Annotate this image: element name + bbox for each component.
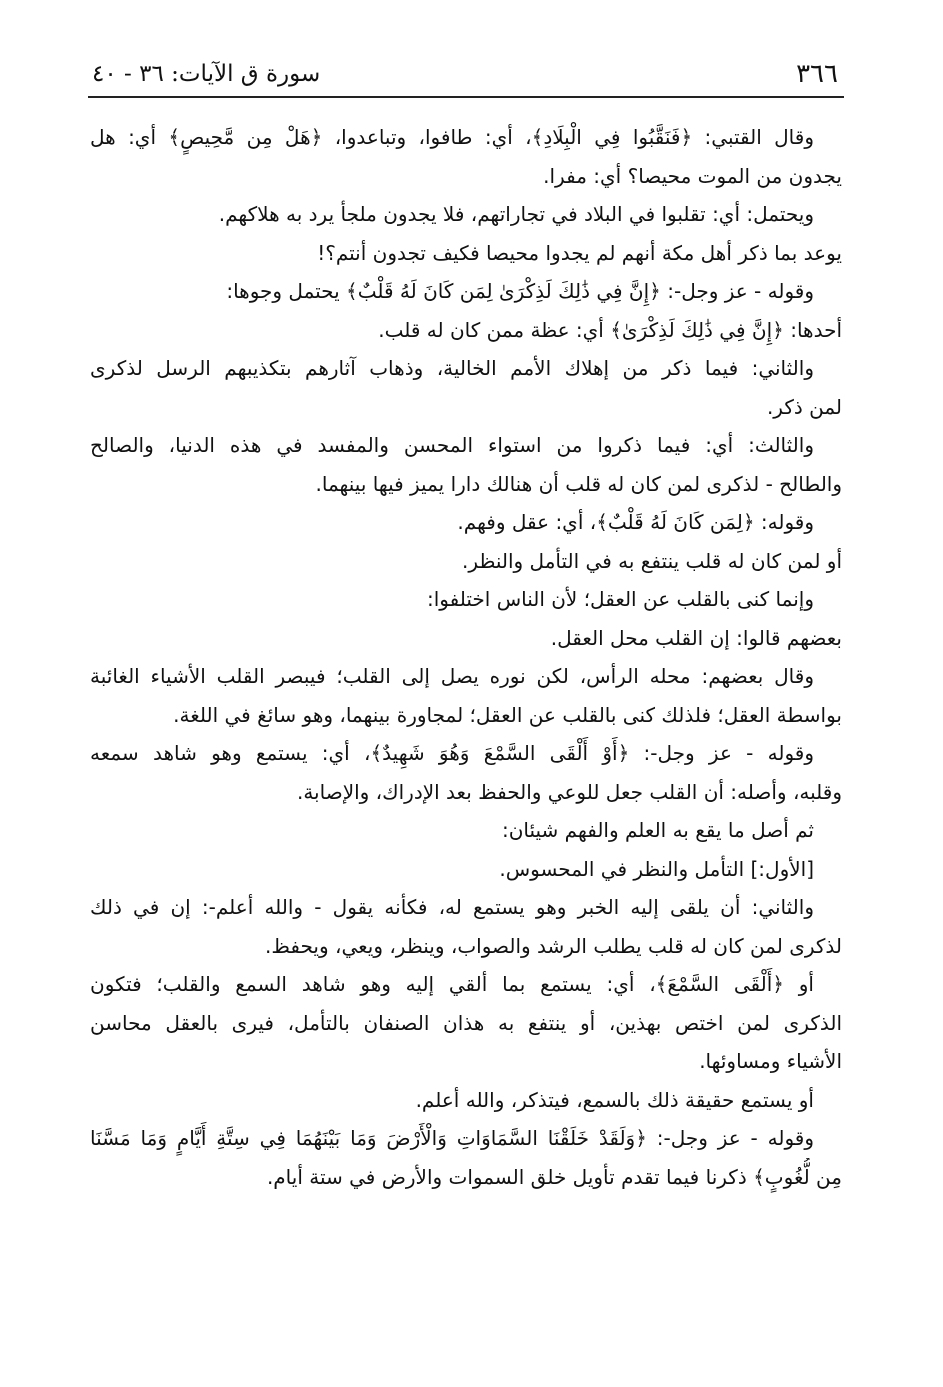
- text-line: بواسطة العقل؛ فلذلك كنى بالقلب عن العقل؛ لمجاورة بينهما، وهو سائغ في اللغة.: [173, 702, 842, 727]
- text-line: لمن ذكر.: [766, 394, 842, 419]
- text-line: أو ﴿أَلْقَى السَّمْعَ﴾، أي: يستمع بما ألقي إليه وهو شاهد السمع والقلب؛ فتكون: [90, 972, 814, 996]
- text-line: وقلبه، وأصله: أن القلب جعل للوعي والحفظ بعد الإدراك، والإصابة.: [296, 779, 842, 804]
- text-line: ويحتمل: أي: تقلبوا في البلاد في تجاراتهم، فلا يجدون ملجأ يرد به هلاكهم.: [218, 202, 814, 226]
- text-line: وإنما كنى بالقلب عن العقل؛ لأن الناس اختلفوا:: [427, 587, 814, 611]
- text-line: يجدون من الموت محيصا؟ أي: مفرا.: [543, 163, 842, 188]
- page-header: [88, 52, 844, 98]
- text-line: بعضهم قالوا: إن القلب محل العقل.: [550, 625, 842, 650]
- text-line: يوعد بما ذكر أهل مكة أنهم لم يجدوا محيصا فكيف تجدون أنتم؟!: [317, 240, 842, 265]
- text-line: أو يستمع حقيقة ذلك بالسمع، فيتذكر، والله أعلم.: [415, 1087, 814, 1112]
- text-line: ثم أصل ما يقع به العلم والفهم شيئان:: [501, 818, 814, 842]
- running-title: سورة ق الآيات: ٣٦ - ٤٠: [92, 61, 321, 87]
- page-number: ٣٦٦: [796, 59, 838, 89]
- text-line: [الأول:] التأمل والنظر في المحسوس.: [499, 856, 814, 881]
- text-line: وقوله - عز وجل-: ﴿وَلَقَدْ خَلَقْنَا السَّمَاوَاتِ وَالْأَرْضَ وَمَا بَيْنَهُمَا فِي سِتَّةِ أَيَّامٍ وَمَا مَسَّنَا: [90, 1126, 814, 1150]
- text-line: والطالح - لذكرى لمن كان له قلب أن هنالك دارا يميز فيها بينهما.: [315, 471, 842, 496]
- body-text: [90, 118, 842, 1196]
- text-line: وقوله: ﴿لِمَن كَانَ لَهُ قَلْبٌ﴾، أي: عقل وفهم.: [457, 510, 814, 534]
- text-line: لذكرى لمن كان له قلب يطلب الرشد والصواب، وينظر، ويعي، ويحفظ.: [265, 933, 842, 958]
- text-line: الأشياء ومساوئها.: [699, 1049, 842, 1073]
- text-line: الذكرى لمن اختص بهذين، أو ينتفع به هذان الصنفان بالتأمل، فيرى بالعقل محاسن: [90, 1010, 842, 1035]
- text-line: والثالث: أي: فيما ذكروا من استواء المحسن والمفسد في هذه الدنيا، والصالح: [90, 433, 814, 457]
- text-line: والثاني: أن يلقى إليه الخبر وهو يستمع له، فكأنه يقول - والله أعلم-: إن في ذلك: [90, 895, 814, 919]
- text-line: أحدها: ﴿إِنَّ فِي ذَٰلِكَ لَذِكْرَىٰ﴾ أي: عظة ممن كان له قلب.: [378, 317, 842, 342]
- text-line: وقوله - عز وجل-: ﴿أَوْ أَلْقَى السَّمْعَ وَهُوَ شَهِيدٌ﴾، أي: يستمع وهو شاهد سمعه: [90, 741, 814, 765]
- text-line: وقال القتبي: ﴿فَنَقَّبُوا فِي الْبِلَادِ﴾، أي: طافوا، وتباعدوا، ﴿هَلْ مِن مَّحِيصٍ﴾ أي: هل: [90, 125, 814, 149]
- text-line: وقوله - عز وجل-: ﴿إِنَّ فِي ذَٰلِكَ لَذِكْرَىٰ لِمَن كَانَ لَهُ قَلْبٌ﴾ يحتمل وجوها:: [226, 279, 814, 303]
- text-line: أو لمن كان له قلب ينتفع به في التأمل والنظر.: [462, 548, 842, 573]
- text-line: والثاني: فيما ذكر من إهلاك الأمم الخالية، وذهاب آثارهم بتكذيبهم الرسل لذكرى: [90, 356, 814, 380]
- text-line: وقال بعضهم: محله الرأس، لكن نوره يصل إلى القلب؛ فيبصر القلب الأشياء الغائبة: [90, 664, 814, 688]
- text-line: مِن لُّغُوبٍ﴾ ذكرنا فيما تقدم تأويل خلق السموات والأرض في ستة أيام.: [266, 1164, 842, 1189]
